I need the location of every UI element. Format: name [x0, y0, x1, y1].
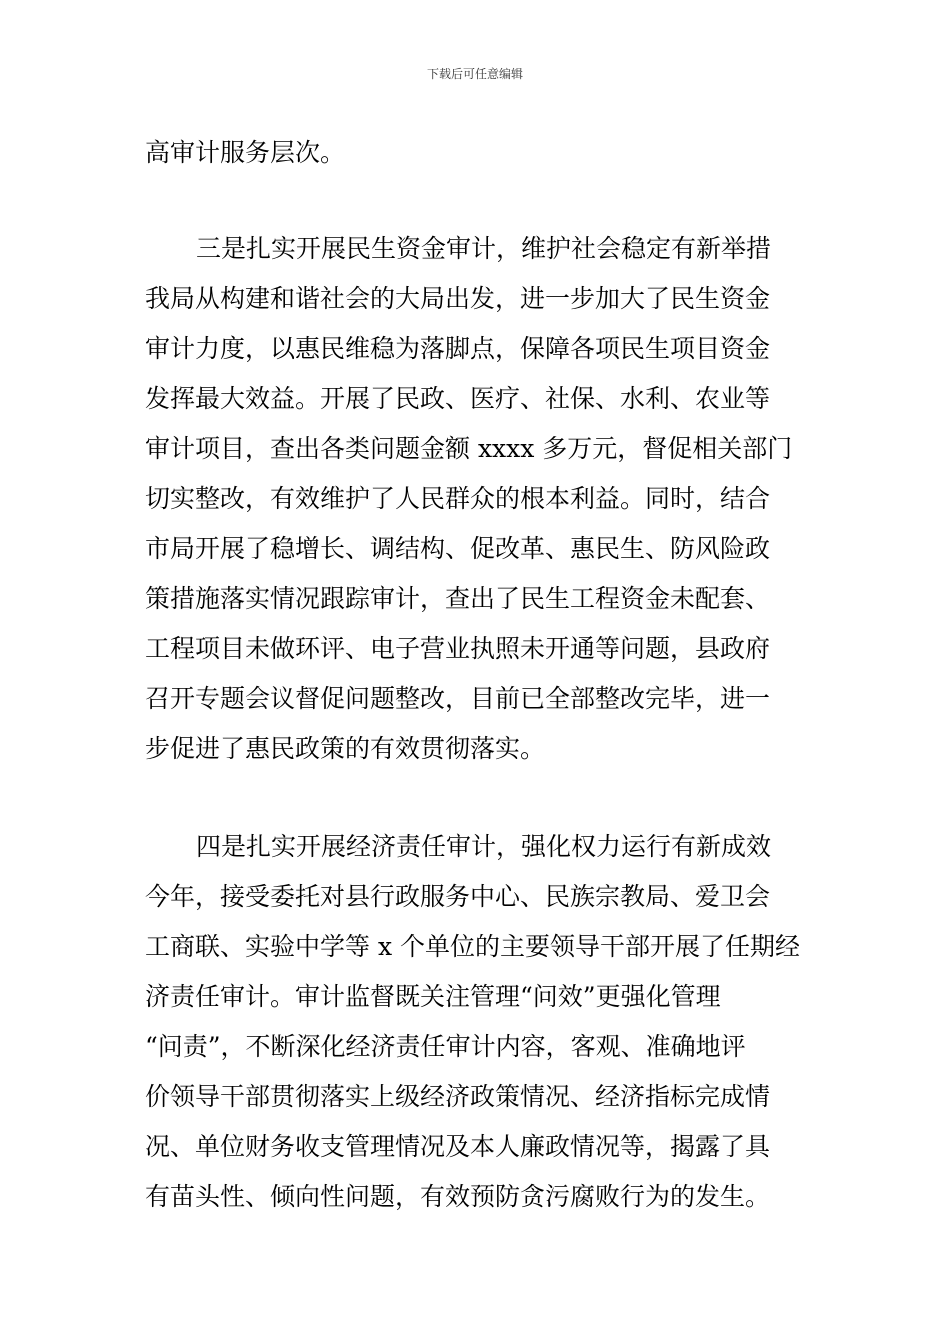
text-line: 济责任审计。审计监督既关注管理“问效”更强化管理 — [145, 982, 721, 1011]
text-line: 审计力度，以惠民维稳为落脚点，保障各项民生项目资金 — [145, 334, 771, 363]
text-line: 审计项目，查出各类问题金额 xxxx 多万元，督促相关部门 — [145, 434, 793, 463]
paragraph-first-line: 四是扎实开展经济责任审计，强化权力运行有新成效 — [196, 832, 772, 861]
text-line: 有苗头性、倾向性问题，有效预防贪污腐败行为的发生。 — [145, 1182, 771, 1211]
text-line: 况、单位财务收支管理情况及本人廉政情况等，揭露了具 — [145, 1132, 771, 1161]
text-line: 发挥最大效益。开展了民政、医疗、社保、水利、农业等 — [145, 384, 771, 413]
text-line: 切实整改，有效维护了人民群众的根本利益。同时，结合 — [145, 484, 771, 513]
text-line: 策措施落实情况跟踪审计，查出了民生工程资金未配套、 — [145, 584, 771, 613]
text-line: 市局开展了稳增长、调结构、促改革、惠民生、防风险政 — [145, 534, 771, 563]
text-line: 步促进了惠民政策的有效贯彻落实。 — [145, 734, 546, 763]
paragraph-first-line: 三是扎实开展民生资金审计，维护社会稳定有新举措 — [196, 234, 772, 263]
text-line: 价领导干部贯彻落实上级经济政策情况、经济指标完成情 — [145, 1082, 771, 1111]
text-line: 召开专题会议督促问题整改，目前已全部整改完毕，进一 — [145, 684, 771, 713]
text-line: 工商联、实验中学等 x 个单位的主要领导干部开展了任期经 — [145, 932, 800, 961]
page-header-note: 下载后可任意编辑 — [426, 67, 523, 81]
text-line: 我局从构建和谐社会的大局出发，进一步加大了民生资金 — [145, 284, 771, 313]
text-line: “问责”，不断深化经济责任审计内容，客观、准确地评 — [145, 1032, 746, 1061]
text-line: 工程项目未做环评、电子营业执照未开通等问题，县政府 — [145, 634, 771, 663]
text-line: 今年，接受委托对县行政服务中心、民族宗教局、爱卫会 — [145, 882, 771, 911]
text-line: 高审计服务层次。 — [145, 138, 346, 167]
